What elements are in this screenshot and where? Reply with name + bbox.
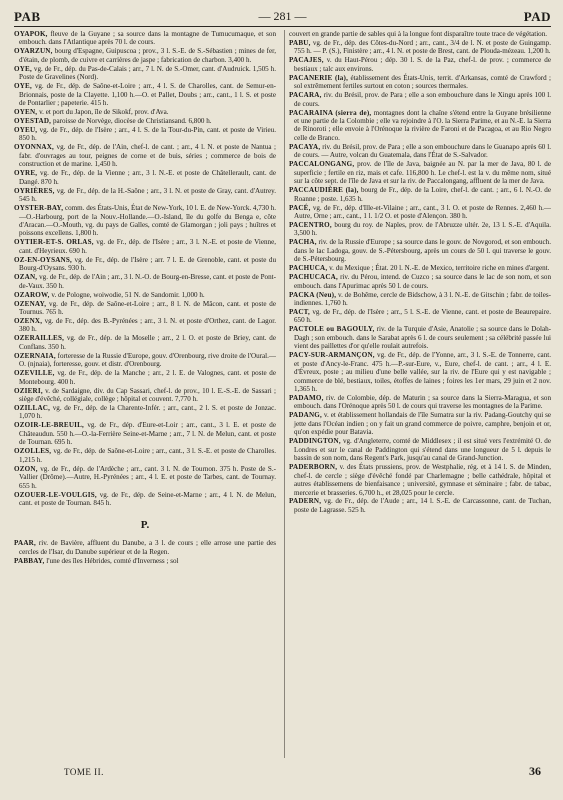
entry-text: riv. de Bavière, affluent du Danube, a 3 l. de cours ; elle arrose une partie des cercles de l'Isar, du Danube supérieur et de la Regen. <box>19 539 276 556</box>
entry-text: vg. de Fr., dép. de Saône-et-Loire ; arr., cant., 3 l. S.-E. et poste de Charolles. 1,215 h. <box>19 447 276 464</box>
entry-headword: PACARA, <box>289 91 322 100</box>
entry-text: vg. de Fr., dép. de la Vienne ; arr., 3 l. N.-E. et poste de Châtellerault, cant. de Dangé. 870 h. <box>19 169 276 186</box>
entry-headword: OZILLAC, <box>14 403 51 412</box>
header-left-keyword: PAB <box>14 9 41 24</box>
footer-signature: 36 <box>529 764 541 778</box>
entry-text: v. du Haut-Pérou ; dép. 30 l. S. de la Paz, chef-l. de prov. ; commerce de bestiaux ; talc aux environs. <box>294 56 551 73</box>
entry-headword: OZEVILLE, <box>14 369 55 378</box>
entry-headword: PADANG, <box>289 411 322 420</box>
dictionary-entry <box>289 74 551 91</box>
entry-headword: OZOIR-LE-BREUIL, <box>14 421 85 430</box>
entry-text: vg. de Fr., dép. de l'Yonne, arr., 3 l. S.-E. de Tonnerre, cant. et poste d'Ancy-le-Franc. 475 h.—P.-sur-Eure, v., Eure, chef-l. de cant. ; arr., 4 l. E. d'Évreux, poste ; au milieu d'une belle vallée, sur la riv. de l'Eure qui y est navigable ; commerce de blé, bestiaux, toiles, étoffes de laines ; foires les 1er mars, 29 juin et 2 nov. 1,365 h. <box>294 351 551 394</box>
entry-text: paroisse de Norvège, diocèse de Christiansand. 6,800 h. <box>52 117 212 126</box>
entry-text: v. du Mexique ; État. 20 l. N.-E. de Mexico, territoire riche en mines d'argent. <box>329 264 550 273</box>
entry-text: riv. du Brésil, prov. de Para ; elle a son embouchure dans le Xingu après 100 l. de cours. <box>294 91 551 108</box>
entry-headword: OYRE, <box>14 169 38 178</box>
dictionary-entry <box>289 497 551 514</box>
dictionary-entry <box>14 273 276 290</box>
entry-headword: PACCALONGANG, <box>289 160 355 169</box>
entry-headword: PACCAUDIÈRE (la), <box>289 186 359 195</box>
dictionary-entry <box>289 437 551 462</box>
entry-headword: OZENX, <box>14 316 43 325</box>
dictionary-entry <box>14 238 276 255</box>
entry-text: riv. de Colombie, dép. de Maturin ; sa source dans la Sierra-Maragua, et son embouch. dans l'Orénoque après 50 l. de cours qui traverse les montagnes de la Parime. <box>294 394 551 411</box>
left-column <box>14 30 276 758</box>
dictionary-entry <box>289 221 551 238</box>
entry-headword: PADERBORN, <box>289 463 338 472</box>
entry-text: couvert en grande partie de sables qui à la longue font disparaître toute trace de végétation. <box>289 30 548 38</box>
entry-headword: OYTIER-ET-S. ORLAS, <box>14 238 94 247</box>
entry-text: fleuve de la Guyane ; sa source dans la montagne de Tumucumaque, et son embouch. dans l'Atlantique après 70 l. de cours. <box>19 30 276 47</box>
dictionary-entry <box>14 204 276 238</box>
entry-text: vg. de Fr., dép. de Saône-et-Loire ; arr., 4 l. S. de Charolles, cant. de Semur-en-Brionnais, poste de la Clayette. 1,100 h.—O. et Pallet, Doubs ; arr., cant., 1 l. S. et poste de Pontarlier ; papeterie. 415 h. <box>19 82 276 108</box>
dictionary-entry <box>14 108 276 116</box>
page-header <box>14 6 551 28</box>
entry-headword: PABBAY, <box>14 556 45 565</box>
dictionary-entry <box>14 117 276 125</box>
entry-text: forteresse de la Russie d'Europe, gouv. d'Orenbourg, rive droite de l'Oural.—O. (njnaia), forteresse, gouv. et distr. d'Orenbourg. <box>19 351 276 369</box>
entry-headword: OYONNAX, <box>14 143 55 152</box>
entry-headword: OYAPOK, <box>14 30 48 38</box>
entry-text: vg. de Fr., dép. des Côtes-du-Nord ; arr., cant., 3/4 de l. N. et poste de Guingamp. 755 h. — P. (S.), Finistère ; arr., 4 l. N. et poste de Brest, cant. de Plouda-mézeau. 1,200 h. <box>294 38 551 56</box>
entry-text: montagnes dont la chaîne s'étend entre la Guyane brésilienne et une partie de la Colombie ; elle va rejoindre à l'O. la Sierra Parime, et au N.-E. la Sierra de Rinoroti ; elle envoie à l'Orénoque la rivière de Faroni et de Pacagoa, et au Rio Negro celle de Branco. <box>294 108 551 142</box>
entry-text: vg. de Fr., dép. du Pas-de-Calais ; arr., 7 l. N. de S.-Omer, cant. d'Audruick. 1,505 h. Poste de Gravelines (Nord). <box>19 64 276 82</box>
dictionary-entry <box>14 65 276 82</box>
column-divider <box>284 30 285 758</box>
entry-text: l'une des îles Hébrides, comté d'Inverness ; sol <box>46 556 179 565</box>
dictionary-entry <box>14 47 276 64</box>
entry-text: vg. de Fr., dép. de l'Isère ; arr. 7 l. E. de Grenoble, cant. et poste du Bourg-d'Oysans. 930 h. <box>19 255 276 273</box>
entry-text: vg. de Fr., dép. de l'Aude ; arr., 14 l. S.-E. de Carcassonne, cant. de Tuchan, poste de Lagrasse. 525 h. <box>294 497 551 514</box>
entry-headword: PACÉ, <box>289 203 311 212</box>
entry-text: vg. de Fr., dép. de l'Ardèche ; arr., cant. 3 l. N. de Tournon. 375 h. Poste de S.-Vallier (Drôme).—Autre, H.-Pyrénées ; arr., 4 l. E. et poste de Tarbes, cant. de Tournay. 655 h. <box>19 464 276 490</box>
entry-headword: PACHUCA, <box>289 264 328 273</box>
entry-text: vg. de Fr., dép. de la Charente-Infér. ; arr., cant., 2 l. S. et poste de Jonzac. 1,070 h. <box>19 403 276 421</box>
entry-headword: PACKA (Neu), <box>289 290 337 299</box>
dictionary-entry <box>14 421 276 446</box>
entry-text: vg. de Fr., dép. de Saône-et-Loire ; arr., 8 l. N. de Mâcon, cant. et poste de Tournus. 765 h. <box>19 299 276 316</box>
header-rule <box>14 26 551 27</box>
entry-text: vg. de Fr., dép. de l'Isère ; arr., 4 l. S. de la Tour-du-Pin, cant. et poste de Virieu. 850 h. <box>19 125 276 143</box>
dictionary-entry <box>289 325 551 350</box>
dictionary-entry <box>289 204 551 221</box>
dictionary-entry <box>289 39 551 56</box>
dictionary-entry <box>289 394 551 411</box>
dictionary-entry <box>14 539 276 556</box>
section-letter: P. <box>140 519 150 532</box>
entry-text: vg. de Fr., dép. de la Manche ; arr., 2 l. E. de Valognes, cant. et poste de Montebourg. 400 h. <box>19 369 276 386</box>
entry-text: riv. de la Turquie d'Asie, Anatolie ; sa source dans le Dolah-Dagh ; son embouch. dans le Sarabat après 6 l. de cours seulement ; sa célébrité passée lui vient des paillettes d'or qu'elle roulait autrefois. <box>294 325 551 351</box>
dictionary-entry <box>14 447 276 464</box>
dictionary-entry <box>14 465 276 490</box>
dictionary-entry <box>289 238 551 263</box>
dictionary-entry <box>14 300 276 317</box>
dictionary-entry <box>14 387 276 404</box>
entry-headword: PACHA, <box>289 238 317 247</box>
entry-headword: OZERAILLES, <box>14 334 65 343</box>
entry-headword: OZON, <box>14 464 38 473</box>
entry-headword: OZAN, <box>14 273 38 282</box>
entry-text: vg. de Fr., dép. de la Moselle ; arr., 2 l. O. et poste de Briey, cant. de Conflans. 350 h. <box>19 334 276 351</box>
entry-headword: PACTOLE ou BAGOULY, <box>289 325 375 334</box>
entry-headword: PACARAINA (sierra de), <box>289 108 372 117</box>
entry-text: bourg d'Espagne, Guipuscoa ; prov., 3 l. S.-E. de S.-Sébastien ; mines de fer, d'étain, de plomb, de cuivre et carrières de jaspe ; fabrication de charbon. 3,400 h. <box>19 47 276 64</box>
entry-text: vg. de Fr., dép. d'Ille-et-Vilaine ; arr., cant., 3 l. O. et poste de Rennes. 2,460 h.—Autre, Orne ; arr., cant., 1 l. 1/2 O. et poste d'Alençon. 380 h. <box>294 203 551 221</box>
entry-headword: PACY-SUR-ARMANÇON, <box>289 351 375 360</box>
entry-text: v. des États prussiens, prov. de Westphalie, rég. et à 14 l. S. de Minden, chef-l. de cercle ; siège d'évêché fondé par Charlemagne ; belle cathédrale, hôpital et autres établissemens de bienfaisance ; université, gymnase et séminaire ; fabr. de tabac, mercerie et brasseries. 6,700 h., et 28,025 pour le cercle. <box>294 463 551 497</box>
entry-headword: OYE, <box>14 82 32 91</box>
entry-text: vg. de Fr., dép. de l'Isère ; arr., 5 l. S.-E. de Vienne, cant. et poste de Beaurepaire. 650 h. <box>294 308 551 325</box>
entry-headword: PABU, <box>289 38 311 47</box>
dictionary-entry <box>14 317 276 334</box>
dictionary-entry <box>289 91 551 108</box>
dictionary-entry <box>14 334 276 351</box>
columns <box>14 30 551 758</box>
dictionary-entry <box>289 186 551 203</box>
dictionary-entry <box>14 82 276 107</box>
dictionary-entry <box>14 169 276 186</box>
dictionary-entry <box>14 187 276 204</box>
entry-headword: OZENAY, <box>14 299 47 308</box>
entry-headword: PADAMO, <box>289 394 324 403</box>
dictionary-entry <box>14 491 276 508</box>
dictionary-entry <box>289 160 551 185</box>
entry-text: v. et établissement hollandais de l'île Sumatra sur la riv. Padang-Goutchy qui se jette dans l'Océan indien ; on y fait un grand commerce de poivre, camphre, benjoin et or, qu'on expédie pour Batavia. <box>294 411 551 437</box>
dictionary-entry <box>14 256 276 273</box>
entry-text: vg. de Fr., dép. de l'Isère ; arr., 3 l. N.-E. et poste de Vienne, cant. d'Heyrieux. 690 h. <box>19 238 276 255</box>
dictionary-entry <box>289 264 551 272</box>
dictionary-entry <box>14 143 276 168</box>
dictionary-entry <box>289 291 551 308</box>
entry-headword: OYEU, <box>14 125 38 134</box>
dictionary-entry <box>289 463 551 497</box>
dictionary-entry <box>14 369 276 386</box>
dictionary-entry <box>289 308 551 325</box>
entry-headword: OYARZUN, <box>14 47 53 56</box>
entry-text: bourg de Fr., dép. de la Loire, chef-l. de cant. ; arr., 6 l. N.-O. de Roanne ; poste. 1,635 h. <box>294 186 551 203</box>
dictionary-entry <box>289 56 551 73</box>
entry-text: vg. de Fr., dép. de la H.-Saône ; arr., 3 l. N. et poste de Gray, cant. d'Autrey. 545 h. <box>19 186 276 204</box>
dictionary-entry <box>14 352 276 369</box>
entry-text: vg. de Fr., dép. de l'Ain, chef-l. de cant. ; arr., 4 l. N. et poste de Nantua ; fabr. d'ouvrages au tour, peignes de corne et de buis, séries ; commerce de bois de construction et de marine. 1,450 h. <box>19 143 276 169</box>
page-footer <box>14 764 551 794</box>
entry-headword: PACAJES, <box>289 56 324 65</box>
entry-text: bourg du roy. de Naples, prov. de l'Abruzze ultér. 2e, 13 l. S.-E. d'Aquila. 3,500 h. <box>294 220 551 238</box>
dictionary-entry <box>14 30 276 47</box>
entry-text: v. de Pologne, woiwodie, 51 N. de Sandomir. 1,000 h. <box>51 290 205 299</box>
dictionary-entry <box>14 404 276 421</box>
entry-headword: PACHUCACA, <box>289 273 338 282</box>
header-page-number: — 281 — <box>258 9 307 23</box>
dictionary-entry <box>289 411 551 436</box>
entry-headword: OYEN, <box>14 108 38 117</box>
dictionary-entry <box>14 291 276 299</box>
entry-headword: OZOUER-LE-VOULGIS, <box>14 490 97 499</box>
entry-headword: OZERNAIA, <box>14 351 56 360</box>
entry-text: vg. de Fr., dép. d'Eure-et-Loir ; arr., cant., 3 l. E. et poste de Châteaudun. 550 h.—O.-la-Ferrière Seine-et-Marne ; arr., 7 l. N. de Melun, cant. et poste de Tournan. 695 h. <box>19 421 276 447</box>
entry-headword: PACENTRO, <box>289 220 332 229</box>
entry-text: vg. de Fr., dép. des B.-Pyrénées ; arr., 3 l. N. et poste d'Orthez, cant. de Lagor. 380 h. <box>19 316 276 334</box>
entry-headword: PACANERIE (la), <box>289 73 349 82</box>
dictionary-entry <box>14 557 276 565</box>
entry-headword: OYESTAD, <box>14 117 52 126</box>
entry-headword: PADDINGTON, <box>289 437 341 446</box>
entry-text: riv. de la Russie d'Europe ; sa source dans le gouv. de Novgorod, et son embouch. dans le lac Ladoga, gouv. de S.-Pétersbourg, après un cours de 50 l. qui traverse le gouv. de S.-Pétersbourg. <box>294 238 551 264</box>
entry-headword: OZOLLES, <box>14 447 52 456</box>
entry-headword: PACT, <box>289 308 311 316</box>
entry-text: vg. de Fr., dép. de l'Ain ; arr., 3 l. N.-O. de Bourg-en-Bresse, cant. et poste de Pont-de-Vaux. 350 h. <box>19 273 276 290</box>
entry-headword: PAAR, <box>14 539 36 548</box>
entry-headword: PACAYA, <box>289 142 321 151</box>
entry-headword: OZ-EN-OYSANS, <box>14 255 72 264</box>
entry-headword: PADERN, <box>289 497 322 506</box>
entry-text: vg. d'Angleterre, comté de Middlesex ; il est situé vers l'extrémité O. de Londres et sur le canal de Paddington qui s'étend dans une longueur de 5 l. depuis le bassin de son nom, dans Regent's Park, jusqu'au canal de Grand-Junction. <box>294 437 551 463</box>
footer-volume: TOME II. <box>64 767 104 777</box>
entry-headword: OYRIÈRES, <box>14 186 55 195</box>
entry-text: comm. des États-Unis, État de New-York, 10 l. E. de New-Yorck. 4,730 h.—O.-Harbourg, port de la Nouv.-Hollande.—O.-Island, île du golfe du Benga e, côte d'Aracan.—O.-Mouth, vg. du pays de Galles, comté de Glamorgan ; joli pays ; huîtres et poissons excellens. 1,800 h. <box>19 204 276 238</box>
dictionary-entry <box>289 109 551 143</box>
entry-text: riv. du Brésil, prov. de Para ; elle a son embouchure dans le Guanapo après 60 l. de cours. — Autre, volcan du Guatemala, dans l'État de S.-Salvador. <box>294 142 551 160</box>
entry-text: vg. de Fr., dép. de Seine-et-Marne ; arr., 4 l. N. de Melun, cant. et poste de Tournan. 845 h. <box>19 490 276 507</box>
entry-headword: OYE, <box>14 64 32 73</box>
dictionary-entry <box>289 143 551 160</box>
right-column <box>289 30 551 758</box>
entry-text: riv. du Pérou, intend. de Cuzco ; sa source dans le lac de son nom, et son embouch. dans l'Apurimac après 50 l. de cours. <box>294 273 551 290</box>
entry-headword: OZIERI, <box>14 386 43 395</box>
entry-text: établissement des États-Unis, territ. d'Arkansas, comté de Crawford ; sol extrêmement fertiles surtout en coton ; sources thermales. <box>294 73 551 91</box>
entry-text: v. de Sardaigne, div. du Cap Sassari, chef-l. de prov., 10 l. E.-S.-E. de Sassari ; siège d'évêché, collégiale, collège ; hôpital et couvent. 7,770 h. <box>19 386 276 404</box>
dictionary-entry <box>14 126 276 143</box>
entry-headword: OZAROW, <box>14 290 50 299</box>
dictionary-entry <box>289 273 551 290</box>
dictionary-entry <box>289 351 551 393</box>
entry-text: v. et port du Japon, île de Sikokf, prov. d'Ava. <box>39 108 169 117</box>
entry-headword: OYSTER-BAY, <box>14 204 64 213</box>
header-right-keyword: PAD <box>523 9 551 24</box>
dictionary-entry <box>289 30 551 38</box>
entry-text: prov. de l'île de Java, baignée au N. par la mer de Java, 80 l. de superficie ; fertile en riz, mais et cafe. 116,800 h. Le chef-l. est la v. du même nom, situé sur la côte sept. de l'île de Java et sur la riv. de Paccalongang, affluent de la mer de Java. <box>294 160 551 186</box>
entry-text: v. de Bohême, cercle de Bidschow, à 3 l. N.-E. de Gitschin ; fabr. de toiles-indiennes. 1,760 h. <box>294 290 551 308</box>
